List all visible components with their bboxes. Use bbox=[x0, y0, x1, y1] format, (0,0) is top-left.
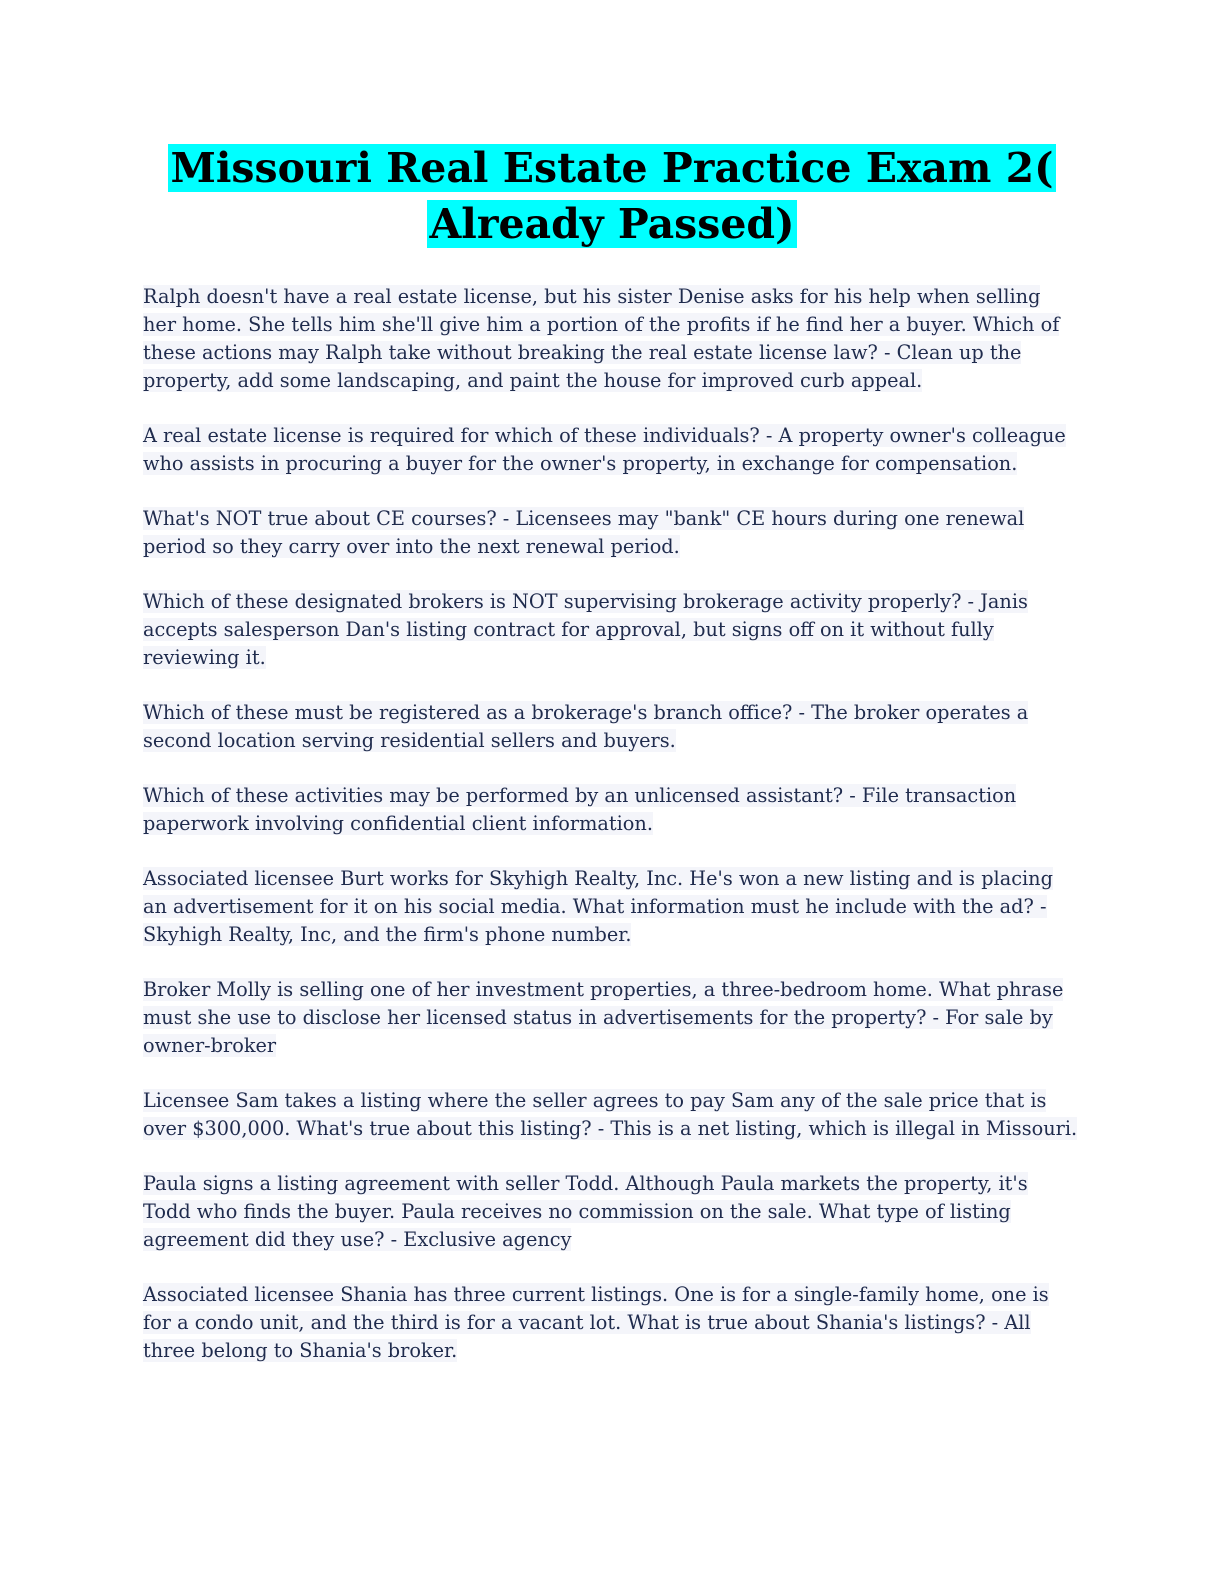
question-answer-item bbox=[143, 1281, 1078, 1365]
question-answer-item bbox=[143, 976, 1078, 1060]
document-title bbox=[150, 140, 1074, 252]
question-answer-text: Paula signs a listing agreement with seller Todd. Although Paula markets the property, it's Todd who finds the buyer. Paula receives no commission on the sale. What type of listing agreement did they use? - Exclusive agency bbox=[143, 1172, 1028, 1251]
question-answer-item bbox=[143, 1087, 1078, 1143]
question-answer-item bbox=[143, 1170, 1078, 1254]
question-answer-text: Broker Molly is selling one of her investment properties, a three-bedroom home. What phrase must she use to disclose her licensed status in advertisements for the property? - For sale by owner-broker bbox=[143, 978, 1064, 1057]
question-answer-text: A real estate license is required for which of these individuals? - A property owner's colleague who assists in procuring a buyer for the owner's property, in exchange for compensation. bbox=[143, 424, 1066, 475]
question-answer-text: Licensee Sam takes a listing where the seller agrees to pay Sam any of the sale price that is over $300,000. What's true about this listing? - This is a net listing, which is illegal in Missouri. bbox=[143, 1089, 1078, 1140]
question-answer-text: What's NOT true about CE courses? - Licensees may "bank" CE hours during one renewal period so they carry over into the next renewal period. bbox=[143, 507, 1025, 558]
question-answer-list bbox=[143, 283, 1078, 1392]
question-answer-item bbox=[143, 283, 1078, 395]
question-answer-item bbox=[143, 699, 1078, 755]
question-answer-text: Which of these must be registered as a brokerage's branch office? - The broker operates a second location serving residential sellers and buyers. bbox=[143, 701, 1029, 752]
question-answer-text: Ralph doesn't have a real estate license, but his sister Denise asks for his help when selling her home. She tells him she'll give him a portion of the profits if he find her a buyer. Which of these actions may Ralph take without breaking the real estate license law? - Clean up the property, add some landscaping, and paint the house for improved curb appeal. bbox=[143, 285, 1060, 392]
question-answer-text: Associated licensee Burt works for Skyhigh Realty, Inc. He's won a new listing and is placing an advertisement for it on his social media. What information must he include with the ad? - Skyhigh Realty, Inc, and the firm's phone number. bbox=[143, 867, 1053, 946]
question-answer-text: Which of these designated brokers is NOT supervising brokerage activity properly? - Janis accepts salesperson Dan's listing contract for approval, but signs off on it without fully reviewing it. bbox=[143, 590, 1028, 669]
question-answer-text: Which of these activities may be performed by an unlicensed assistant? - File transaction paperwork involving confidential client information. bbox=[143, 784, 1017, 835]
question-answer-text: Associated licensee Shania has three current listings. One is for a single-family home, one is for a condo unit, and the third is for a vacant lot. What is true about Shania's listings? - All three belong to Shania's broker. bbox=[143, 1283, 1049, 1362]
question-answer-item bbox=[143, 505, 1078, 561]
question-answer-item bbox=[143, 588, 1078, 672]
question-answer-item bbox=[143, 865, 1078, 949]
document-title-text: Missouri Real Estate Practice Exam 2( Already Passed) bbox=[170, 144, 1054, 248]
question-answer-item bbox=[143, 782, 1078, 838]
question-answer-item bbox=[143, 422, 1078, 478]
